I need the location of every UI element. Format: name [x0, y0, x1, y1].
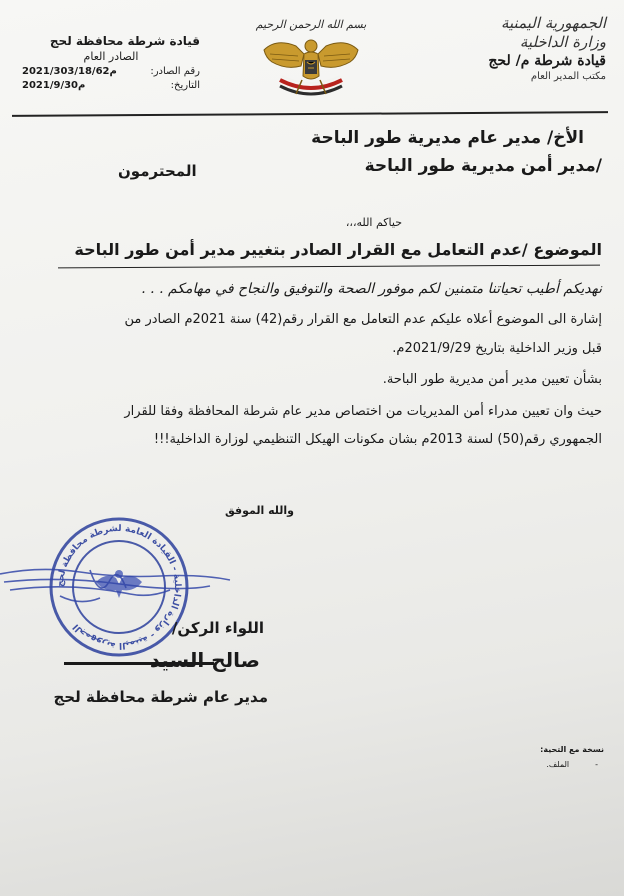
handwritten-signature	[0, 560, 240, 620]
cc-list	[546, 760, 598, 769]
header-ministry: وزارة الداخلية	[519, 33, 606, 51]
body-line-5: حيث وان تعيين مدراء أمن المديريات من اختصاص مدير عام شرطة المحافظة وفقا للقرار	[124, 404, 602, 419]
reference-label: رقم الصادر:	[150, 66, 200, 77]
body-line-4: بشأن تعيين مدير أمن مديرية طور الباحة.	[382, 372, 602, 387]
header-left-outgoing: الصادر العام	[83, 50, 139, 63]
addressee-line-1: الأخ/ مدير عام مديرية طور الباحة	[311, 128, 584, 148]
header-divider	[12, 111, 608, 117]
body-line-2: إشارة الى الموضوع أعلاه عليكم عدم التعامل مع القرار رقم(42) سنة 2021م الصادر من	[124, 312, 602, 327]
closing-phrase: والله الموفق	[224, 504, 294, 517]
cc-file: الملف.	[546, 760, 570, 769]
stamp-text: الجمهورية اليمنية - وزارة الداخلية - القيادة العامة لشرطة محافظة لحج	[55, 523, 183, 651]
header-right	[488, 14, 606, 82]
addressee-respected: المحترمون	[118, 162, 197, 180]
header-command: قيادة شرطة م/ لحج	[488, 53, 606, 69]
header-left	[22, 34, 200, 91]
greeting: حياكم الله،،،	[345, 216, 402, 229]
header-office: مكتب المدير العام	[530, 71, 606, 82]
cc-dash: -	[595, 760, 598, 769]
header-country: الجمهورية اليمنية	[500, 14, 606, 32]
date-label: التاريخ:	[170, 80, 200, 91]
header-left-command: قيادة شرطة محافظة لحج	[49, 34, 200, 48]
signatory-name: صالح السيد	[149, 648, 260, 672]
subject-line: الموضوع /عدم التعامل مع القرار الصادر بتغيير مدير أمن طور الباحة	[74, 240, 602, 259]
body-line-1: نهديكم أطيب تحياتنا متمنين لكم موفور الصحة والتوفيق والنجاح في مهامكم . . .	[141, 281, 602, 297]
date-value: 2021/9/30م	[22, 80, 86, 91]
signatory-title: مدير عام شرطة محافظة لحج	[53, 688, 268, 706]
date-row	[22, 80, 200, 91]
subject-underline	[58, 265, 600, 269]
reference-value: 2021/303/18/62م	[22, 66, 117, 77]
signatory-rank: اللواء الركن/	[171, 619, 264, 637]
body-line-3: قبل وزير الداخلية بتاريخ 2021/9/29م.	[392, 341, 602, 356]
yemen-eagle-emblem	[246, 10, 376, 110]
body-line-6: الجمهوري رقم(50) لسنة 2013م بشان مكونات الهيكل التنظيمي لوزارة الداخلية!!!	[153, 432, 602, 447]
cc-heading: نسخة مع التحية:	[540, 745, 604, 754]
basmala-text: بسم الله الرحمن الرحيم	[255, 18, 367, 31]
addressee-line-2: /مدير أمن مديرية طور الباحة	[364, 156, 602, 176]
reference-row	[22, 66, 200, 77]
eagle-icon	[264, 40, 358, 94]
